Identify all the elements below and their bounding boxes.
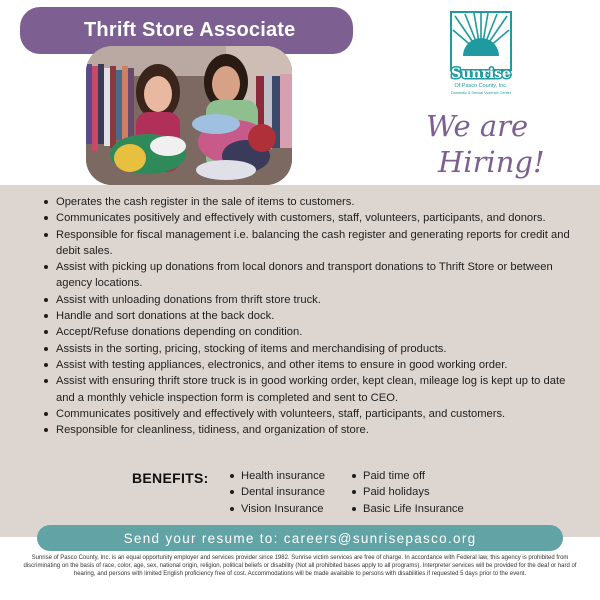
send-resume-banner[interactable] [37,525,563,551]
duties-list [38,194,574,438]
benefit-item: Paid time off [350,468,464,484]
hiring-line-2: Hiring! [438,145,545,179]
list-item: Responsible for cleanliness, tidiness, and organization of store. [38,422,574,438]
list-item: Assist with testing appliances, electronics, and other items to ensure in good working order. [38,357,574,373]
list-item: Assist with picking up donations from local donors and transport donations to Thrift Store or between agency locations. [38,259,574,292]
job-title: Thrift Store Associate [84,19,296,41]
hiring-line-1: We are [426,109,529,143]
list-item: Communicates positively and effectively with customers, staff, volunteers, participants, and donors. [38,210,574,226]
benefit-item: Health insurance [228,468,325,484]
benefit-item: Dental insurance [228,484,325,500]
benefit-item: Vision Insurance [228,501,325,517]
sunrise-logo [441,10,521,100]
list-item: Accept/Refuse donations depending on condition. [38,324,574,340]
svg-text:Of Pasco County, Inc.: Of Pasco County, Inc. [454,83,508,89]
benefit-item: Basic Life Insurance [350,501,464,517]
send-resume-text: Send your resume to: careers@sunrisepasco.org [123,530,477,546]
list-item: Operates the cash register in the sale of items to customers. [38,194,574,210]
we-are-hiring [420,104,570,184]
list-item: Communicates positively and effectively with volunteers, staff, participants, and customers. [38,406,574,422]
svg-text:Domestic & Sexual Violence Cen: Domestic & Sexual Violence Center [450,91,512,95]
hero-photo [86,46,292,185]
list-item: Assists in the sorting, pricing, stocking of items and merchandising of products. [38,341,574,357]
benefits-list-1 [228,468,325,517]
svg-text:Sunrise: Sunrise [451,66,511,82]
sunrise-emblem-icon [441,10,521,100]
benefit-item: Paid holidays [350,484,464,500]
list-item: Assist with ensuring thrift store truck is in good working order, kept clean, mileage log is kept up to date and a monthly vehicle inspection form is completed and sent to CEO. [38,373,574,406]
legal-disclaimer: Sunrise of Pasco County, Inc. is an equal opportunity employer and services provider since 1982. Sunrise victim services are free of charge. In accordance with Federal law, this agency is prohibited from discriminating on the basis of race, color, age, sex, national origin, religion, political beliefs or disability (Not all prohibited bases apply to all programs). Interpreter services will be provided for the deaf or hard of hearing, and persons with limited English proficiency free of cost. Accommodations will be made available to persons with disabilities if requested 5 days prior to the event. [23,555,577,578]
list-item: Handle and sort donations at the back dock. [38,308,574,324]
list-item: Responsible for fiscal management i.e. balancing the cash register and generating reports for credit and debit sales. [38,227,574,260]
benefits-list-2 [350,468,464,517]
list-item: Assist with unloading donations from thrift store truck. [38,292,574,308]
photo-illustration [86,46,292,185]
benefits-heading: BENEFITS: [132,470,209,486]
